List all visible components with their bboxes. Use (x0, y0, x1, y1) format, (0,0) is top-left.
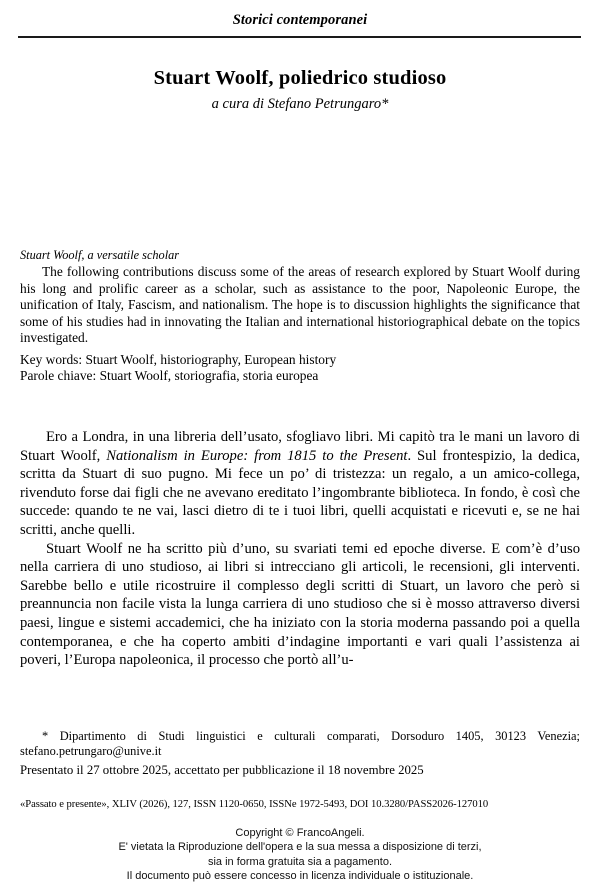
page-title: Stuart Woolf, poliedrico studioso (153, 66, 447, 89)
copyright-footer (0, 826, 600, 884)
body-paragraph-1-tail: . Sul frontespizio, la dedica, scritta da Stuart di suo pugno. Mi fece un po’ di tristezza: un regalo, a un amico-collega, rivenduto forse dai figli che ne avevano ereditato l’ingombrante biblioteca. In fondo, è così che succede: quando te ne vai, lasci dietro di te i tuoi libri, quelli acquistati e ricevuti e, se ne hai scritti, anche quelli. (20, 447, 581, 538)
keywords-english: Key words: Stuart Woolf, historiography, European history (20, 352, 337, 367)
footnote-affiliation: * Dipartimento di Studi linguistici e culturali comparati, Dorsoduro 1405, 30123 Venezia; stefano.petrungaro@unive.it (20, 729, 580, 759)
keywords-section (20, 352, 580, 385)
abstract-heading: Stuart Woolf, a versatile scholar (20, 248, 180, 262)
body-paragraph-1 (20, 428, 580, 540)
submission-dates: Presentato il 27 ottobre 2025, accettato per pubblicazione il 18 novembre 2025 (20, 763, 424, 777)
journal-citation-line: «Passato e presente», XLIV (2026), 127, ISSN 1120-0650, ISSNe 1972-5493, DOI 10.3280/PASS2026-127010 (20, 799, 489, 810)
abstract-section (20, 248, 580, 347)
header-divider-rule (18, 36, 581, 38)
keywords-italian: Parole chiave: Stuart Woolf, storiografia, storia europea (20, 368, 319, 384)
copyright-line-1: Copyright © FrancoAngeli. (235, 827, 365, 839)
running-head: Storici contemporanei (232, 12, 368, 28)
byline-editor: a cura di Stefano Petrungaro* (211, 96, 389, 112)
body-paragraph-2: Stuart Woolf ne ha scritto più d’uno, su svariati temi ed epoche diverse. E com’è d’uso nella carriera di uno studioso, ai libri si intrecciano gli articoli, le recensioni, gli interventi. Sarebbe bello e utile ricostruire il complesso degli scritti di Stuart, un lavoro che però si preannuncia non facile vista la lunga carriera di uno studioso che si è mosso attraverso diversi paesi, lingue e sistemi accademici, che ha iniziato con la storia moderna passando poi a quella contemporanea, e che ha coperto ambiti d’indagine importanti e vari quali l’assistenza ai poveri, l’Europa napoleonica, il processo che portò all’u- (20, 540, 580, 669)
book-title-citation: Nationalism in Europe: from 1815 to the Present (106, 447, 408, 464)
article-body (20, 428, 580, 670)
abstract-text: The following contributions discuss some of the areas of research explored by Stuart Woolf during his long and prolific career as a scholar, such as assistance to the poor, Napoleonic Europe, the unification of Italy, Fascism, and nationalism. The hope is to discussion highlights the significance that some of his studies had in innovating the Italian and international historiographical debate on the topics investigated. (20, 264, 580, 346)
copyright-line-4: Il documento può essere concesso in licenza individuale o istituzionale. (126, 870, 474, 883)
footnote-section (20, 729, 580, 759)
body-paragraph-1-lead: Ero a Londra, in una libreria dell’usato, sfogliavo libri. Mi capitò tra le mani un lavoro di Stuart Woolf, (20, 429, 580, 464)
copyright-line-3: sia in forma gratuita sia a pagamento. (207, 855, 393, 868)
copyright-line-2: E' vietata la Riproduzione dell'opera e la sua messa a disposizione di terzi, (118, 841, 482, 854)
